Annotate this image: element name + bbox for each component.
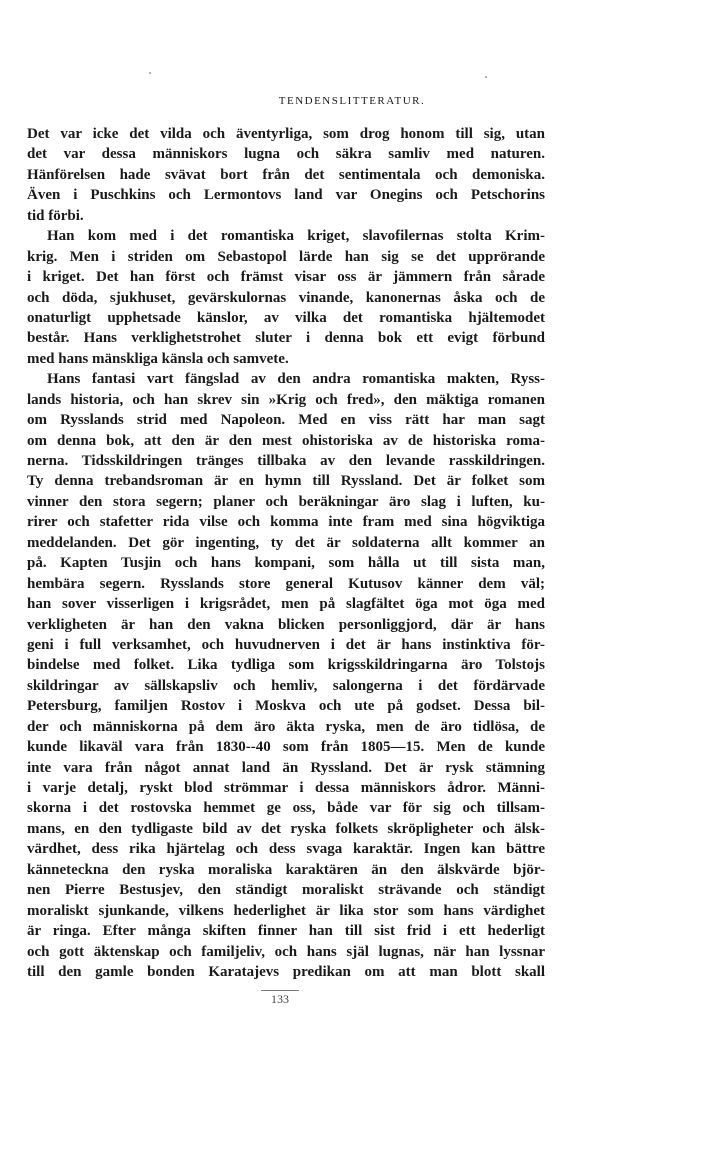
text-line: och gott äktenskap och familjeliv, och hans själ lugnas, när han lyssnar (27, 943, 545, 960)
ink-speck (485, 76, 487, 78)
body-text (27, 124, 545, 982)
text-line: nen Pierre Bestusjev, den ständigt moraliskt strävande och ständigt (27, 882, 545, 899)
folio-rule (261, 990, 299, 991)
text-line: Ty denna trebandsroman är en hymn till Ryssland. Det är folket som (27, 473, 545, 490)
text-line: till den gamle bonden Karatajevs predikan om att man blott skall (27, 963, 545, 980)
text-line: Han kom med i det romantiska kriget, slavofilernas stolta Krim- (47, 228, 545, 245)
text-line: är ringa. Efter många skiften finner han till sist frid i ett hederligt (27, 923, 545, 940)
text-line: i kriget. Det han först och främst visar oss är jämmern från sårade (27, 269, 545, 286)
text-line: skorna i det rostovska hemmet ge oss, både var för sig och tillsam- (27, 800, 545, 817)
text-line: nerna. Tidsskildringen tränges tillbaka av den levande rasskildringen. (27, 453, 545, 469)
text-line: mans, en den tydligaste bild av det ryska folkets skröpligheter och älsk- (27, 820, 545, 837)
text-line: Hänförelsen hade svävat bort från det sentimentala och demoniska. (27, 166, 545, 183)
text-line: han sover visserligen i krigsrådet, men på slagfältet öga mot öga med (27, 596, 545, 613)
text-line: der och människorna på dem äro äkta ryska, men de äro tidlösa, de (27, 718, 545, 735)
text-line: kunde likaväl vara från 1830--40 som från 1805—15. Men de kunde (27, 739, 545, 756)
text-line: i varje detalj, ryskt blod strömmar i dessa människors ådror. Männi- (27, 780, 545, 796)
text-line: lands historia, och han skrev sin »Krig och fred», den mäktiga romanen (27, 391, 545, 408)
text-line: om Rysslands strid med Napoleon. Med en viss rätt har man sagt (27, 412, 545, 429)
text-line: hembära segern. Rysslands store general Kutusov känner dem väl; (27, 575, 545, 592)
text-line: geni i full verksamhet, och huvudnerven i det är hans instinktiva för- (27, 636, 545, 653)
text-line: verkligheten är han den vakna blicken personliggjord, där är hans (27, 616, 545, 633)
text-line: består. Hans verklighetstrohet sluter i denna bok ett evigt förbund (27, 330, 545, 347)
text-line: onaturligt upphetsade känslor, av vilka det romantiska hjältemodet (27, 309, 545, 326)
text-line: Det var icke det vilda och äventyrliga, som drog honom till sig, utan (27, 126, 545, 142)
text-line: med hans mänskliga känsla och samvete. (27, 350, 289, 367)
text-line: det var dessa människors lugna och säkra samliv med naturen. (27, 146, 545, 163)
ink-speck (149, 72, 151, 74)
text-line: och döda, sjukhuset, gevärskulornas vinande, kanonernas åska och de (27, 289, 545, 306)
text-line: om denna bok, att den är den mest ohistoriska av de historiska roma- (27, 432, 545, 449)
running-head: TENDENSLITTERATUR. (278, 95, 426, 107)
text-line: Petersburg, familjen Rostov i Moskva och ute på godset. Dessa bil- (27, 698, 545, 715)
text-line: på. Kapten Tusjin och hans kompani, som hålla ut till sista man, (27, 555, 545, 572)
text-line: Även i Puschkins och Lermontovs land var Onegins och Petschorins (27, 187, 545, 204)
page-number: 133 (271, 992, 289, 1006)
text-line: meddelanden. Det gör ingenting, ty det är soldaterna allt kommer an (27, 534, 545, 551)
text-line: skildringar av sällskapsliv och hemliv, salongerna i det fördärvade (27, 677, 545, 694)
text-line: rirer och stafetter rida vilse och komma inte fram med sina högviktiga (27, 514, 545, 531)
text-line: Hans fantasi vart fängslad av den andra romantiska makten, Ryss- (47, 371, 545, 388)
text-line: värdhet, dess rika hjärtelag och dess svaga karaktär. Ingen kan bättre (27, 841, 545, 858)
text-line: vinner den stora segern; planer och beräkningar äro slag i luften, ku- (27, 493, 545, 510)
text-line: krig. Men i striden om Sebastopol lärde han sig se det upprörande (27, 248, 545, 265)
text-line: inte vara från något annat land än Ryssland. Det är rysk stämning (27, 759, 545, 776)
text-line: moraliskt sjunkande, vilkens hederlighet är lika stor som hans värdighet (27, 902, 545, 919)
text-line: bindelse med folket. Lika tydliga som krigsskildringarna äro Tolstojs (27, 657, 545, 674)
text-line: känneteckna den ryska moraliska karaktären än den älskvärde björ- (27, 861, 545, 878)
text-line: tid förbi. (27, 207, 84, 224)
